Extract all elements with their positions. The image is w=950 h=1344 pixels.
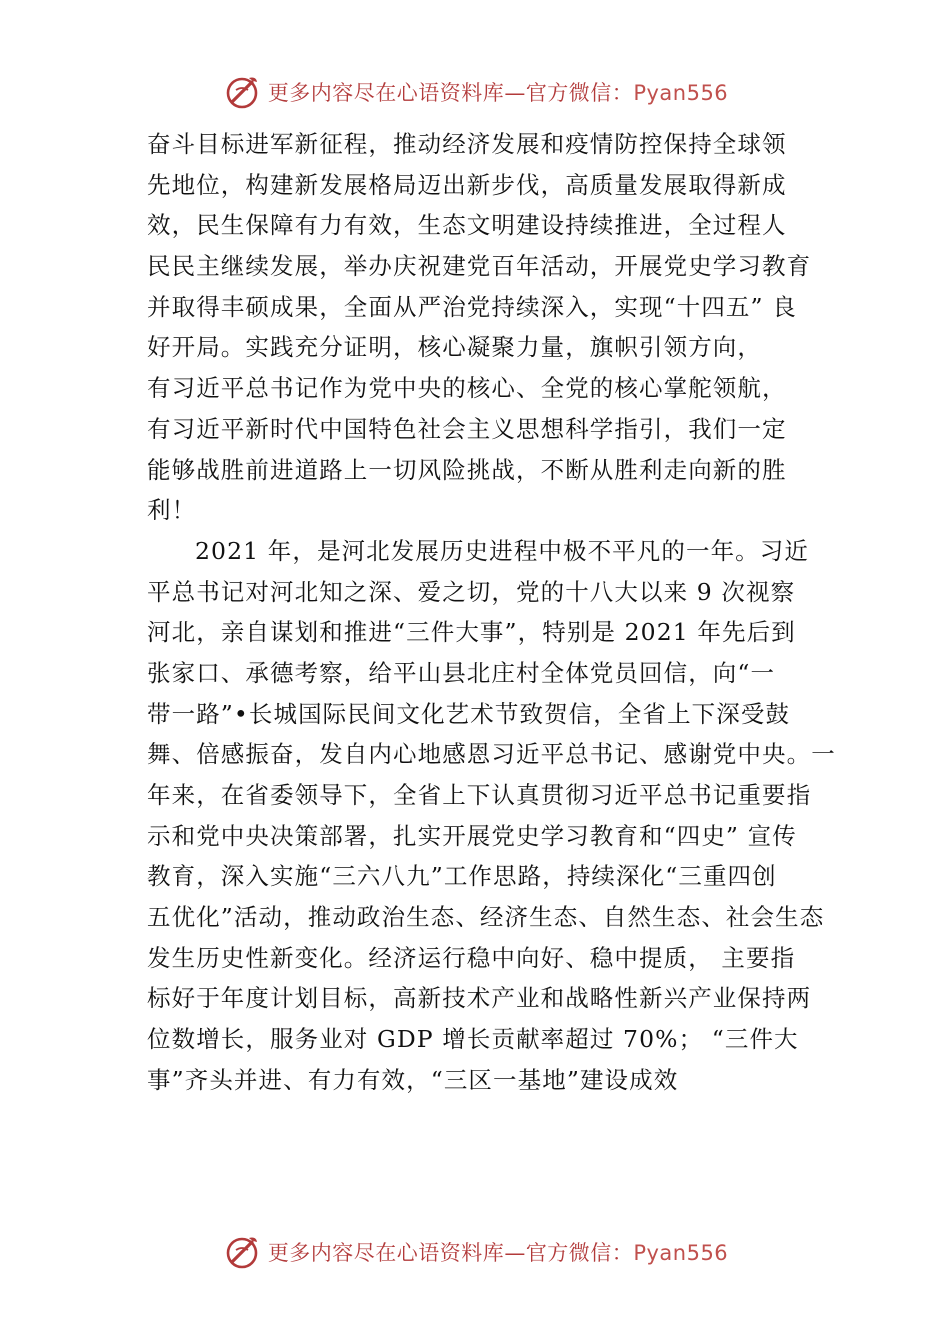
body-line: 先地位，构建新发展格局迈出新步伐，高质量发展取得新成 bbox=[147, 170, 787, 199]
body-line: 有习近平新时代中国特色社会主义思想科学指引，我们一定 bbox=[147, 414, 787, 443]
body-line: 五优化”活动，推动政治生态、经济生态、自然生态、社会生态 bbox=[147, 903, 825, 932]
footer-banner-wechat-id: Pyan556 bbox=[633, 1241, 729, 1265]
body-line: 示和党中央决策部署，扎实开展党史学习教育和“四史” 宣传 bbox=[147, 821, 797, 850]
paragraph-start-line: 2021 年，是河北发展历史进程中极不平凡的一年。习近 bbox=[195, 536, 809, 565]
body-line: 教育，深入实施“三六八九”工作思路，持续深化“三重四创 bbox=[147, 862, 777, 891]
body-line: 民民主继续发展，举办庆祝建党百年活动，开展党史学习教育 bbox=[147, 252, 812, 281]
body-line: 并取得丰硕成果，全面从严治党持续深入，实现“十四五” 良 bbox=[147, 292, 797, 321]
brush-circle-logo-icon bbox=[222, 1232, 262, 1272]
header-banner-text bbox=[268, 77, 728, 107]
body-line: 带一路”•长城国际民间文化艺术节致贺信，全省上下深受鼓 bbox=[147, 699, 791, 728]
footer-banner-main: 更多内容尽在心语资料库 bbox=[267, 1241, 505, 1265]
body-line: 张家口、承德考察，给平山县北庄村全体党员回信，向“一 bbox=[147, 658, 776, 687]
footer-banner-separator: — bbox=[504, 1241, 526, 1265]
body-line: 平总书记对河北知之深、爱之切，党的十八大以来 9 次视察 bbox=[147, 577, 796, 606]
brush-circle-logo-icon bbox=[222, 72, 262, 112]
body-line: 利！ bbox=[147, 496, 197, 525]
body-line: 发生历史性新变化。经济运行稳中向好、稳中提质， 主要指 bbox=[147, 943, 796, 972]
document-body bbox=[147, 124, 836, 1101]
header-banner-wechat-id: Pyan556 bbox=[633, 81, 729, 105]
body-line: 事”齐头并进、有力有效，“三区一基地”建设成效 bbox=[147, 1065, 679, 1094]
header-banner-contact: 官方微信： bbox=[525, 81, 634, 105]
header-banner-separator: — bbox=[504, 81, 526, 105]
body-line: 效，民生保障有力有效，生态文明建设持续推进，全过程人 bbox=[147, 211, 787, 240]
header-banner-main: 更多内容尽在心语资料库 bbox=[267, 81, 505, 105]
footer-banner bbox=[0, 1230, 950, 1274]
body-line: 有习近平总书记作为党中央的核心、全党的核心掌舵领航， bbox=[147, 374, 787, 403]
body-line: 舞、倍感振奋，发自内心地感恩习近平总书记、感谢党中央。一 bbox=[147, 740, 836, 769]
body-line: 年来，在省委领导下，全省上下认真贯彻习近平总书记重要指 bbox=[147, 781, 812, 809]
body-line: 能够战胜前进道路上一切风险挑战，不断从胜利走向新的胜 bbox=[147, 455, 787, 484]
footer-banner-text bbox=[268, 1237, 728, 1267]
body-line: 位数增长，服务业对 GDP 增长贡献率超过 70%； “三件大 bbox=[147, 1025, 799, 1054]
body-line: 奋斗目标进军新征程，推动经济发展和疫情防控保持全球领 bbox=[147, 130, 787, 158]
body-line: 河北，亲自谋划和推进“三件大事”，特别是 2021 年先后到 bbox=[147, 618, 796, 647]
footer-banner-contact: 官方微信： bbox=[525, 1241, 634, 1265]
body-line: 好开局。实践充分证明，核心凝聚力量，旗帜引领方向， bbox=[147, 333, 762, 362]
body-line: 标好于年度计划目标，高新技术产业和战略性新兴产业保持两 bbox=[147, 984, 812, 1013]
header-banner bbox=[0, 70, 950, 114]
